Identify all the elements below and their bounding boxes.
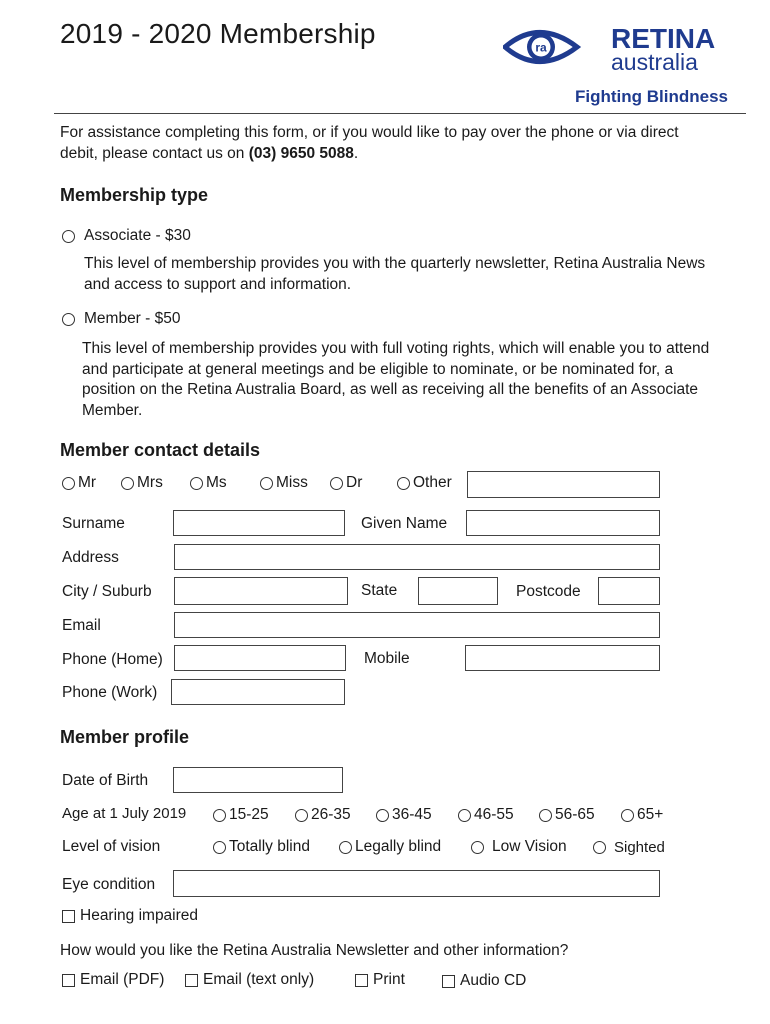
vision-legally-blind[interactable] bbox=[339, 838, 441, 856]
svg-text:ra: ra bbox=[535, 40, 547, 55]
associate-radio[interactable] bbox=[62, 230, 75, 243]
age-15-25[interactable] bbox=[213, 806, 269, 824]
age-36-45[interactable] bbox=[376, 806, 432, 824]
logo-word-retina: RETINA bbox=[611, 23, 716, 54]
age-56-65[interactable] bbox=[539, 806, 595, 824]
newsletter-audio-cd[interactable] bbox=[442, 972, 526, 990]
title-dr-label: Dr bbox=[346, 474, 363, 491]
member-option[interactable] bbox=[62, 310, 180, 328]
mobile-field[interactable] bbox=[465, 645, 660, 671]
title-other[interactable] bbox=[397, 474, 452, 492]
logo-word-australia: australia bbox=[611, 49, 698, 75]
newsletter-print-checkbox[interactable] bbox=[355, 974, 368, 987]
vision-sighted-radio[interactable] bbox=[593, 841, 606, 854]
age-46-55[interactable] bbox=[458, 806, 514, 824]
age-26-35[interactable] bbox=[295, 806, 351, 824]
member-description: This level of membership provides you with full voting rights, which will enable you to attend and participate at general meetings and be eligible to nominate, or be nominated for, a position on the Retina Australia Board, as well as receiving all the benefits of an Associate Member. bbox=[82, 340, 710, 419]
tagline: Fighting Blindness bbox=[575, 87, 728, 106]
newsletter-question: How would you like the Retina Australia Newsletter and other information? bbox=[60, 942, 569, 959]
title-ms[interactable] bbox=[190, 474, 227, 492]
state-label: State bbox=[361, 582, 398, 599]
newsletter-email-text-label: Email (text only) bbox=[203, 971, 315, 988]
mobile-label: Mobile bbox=[364, 650, 410, 667]
email-field[interactable] bbox=[174, 612, 660, 638]
phone-work-field[interactable] bbox=[171, 679, 345, 705]
associate-label: Associate - $30 bbox=[84, 227, 191, 244]
vision-legally-blind-label: Legally blind bbox=[355, 838, 442, 855]
vision-totally-blind-radio[interactable] bbox=[213, 841, 226, 854]
given-name-label: Given Name bbox=[361, 515, 448, 532]
dob-field[interactable] bbox=[173, 767, 343, 793]
phone-home-field[interactable] bbox=[174, 645, 346, 671]
age-46-55-label: 46-55 bbox=[474, 806, 514, 823]
age-label: Age at 1 July 2019 bbox=[62, 805, 187, 822]
title-ms-radio[interactable] bbox=[190, 477, 203, 490]
address-label: Address bbox=[62, 549, 119, 566]
title-miss-label: Miss bbox=[276, 474, 308, 491]
eye-condition-label: Eye condition bbox=[62, 876, 156, 893]
vision-legally-blind-radio[interactable] bbox=[339, 841, 352, 854]
age-36-45-radio[interactable] bbox=[376, 809, 389, 822]
title-mrs-label: Mrs bbox=[137, 474, 163, 491]
age-56-65-label: 56-65 bbox=[555, 806, 595, 823]
intro-text bbox=[60, 122, 710, 164]
newsletter-email-pdf-label: Email (PDF) bbox=[80, 971, 165, 988]
eye-logo-icon bbox=[503, 20, 733, 80]
member-label: Member - $50 bbox=[84, 310, 181, 327]
vision-totally-blind[interactable] bbox=[213, 838, 310, 856]
state-field[interactable] bbox=[418, 577, 498, 605]
age-26-35-radio[interactable] bbox=[295, 809, 308, 822]
title-miss-radio[interactable] bbox=[260, 477, 273, 490]
city-label: City / Suburb bbox=[62, 583, 152, 600]
member-radio[interactable] bbox=[62, 313, 75, 326]
newsletter-audio-cd-label: Audio CD bbox=[460, 972, 527, 989]
title-ms-label: Ms bbox=[206, 474, 227, 491]
city-field[interactable] bbox=[174, 577, 348, 605]
vision-low-vision-radio[interactable] bbox=[471, 841, 484, 854]
retina-australia-logo bbox=[503, 20, 733, 80]
associate-option[interactable] bbox=[62, 227, 191, 245]
age-46-55-radio[interactable] bbox=[458, 809, 471, 822]
vision-totally-blind-label: Totally blind bbox=[229, 838, 310, 855]
vision-label: Level of vision bbox=[62, 838, 161, 855]
title-mr-radio[interactable] bbox=[62, 477, 75, 490]
age-26-35-label: 26-35 bbox=[311, 806, 351, 823]
title-miss[interactable] bbox=[260, 474, 308, 492]
postcode-label: Postcode bbox=[516, 583, 581, 600]
header-divider bbox=[54, 113, 746, 114]
age-15-25-label: 15-25 bbox=[229, 806, 269, 823]
title-mr-label: Mr bbox=[78, 474, 97, 491]
phone-work-label: Phone (Work) bbox=[62, 684, 158, 701]
age-36-45-label: 36-45 bbox=[392, 806, 432, 823]
given-name-field[interactable] bbox=[466, 510, 660, 536]
title-other-label: Other bbox=[413, 474, 452, 491]
hearing-impaired-option[interactable] bbox=[62, 907, 198, 925]
page-title: 2019 - 2020 Membership bbox=[60, 18, 376, 49]
vision-sighted-label: Sighted bbox=[614, 839, 665, 856]
newsletter-email-text[interactable] bbox=[185, 971, 314, 989]
phone-home-label: Phone (Home) bbox=[62, 651, 163, 668]
newsletter-email-text-checkbox[interactable] bbox=[185, 974, 198, 987]
title-other-field[interactable] bbox=[467, 471, 660, 498]
title-mrs-radio[interactable] bbox=[121, 477, 134, 490]
contact-heading: Member contact details bbox=[60, 440, 261, 460]
surname-label: Surname bbox=[62, 515, 125, 532]
title-mrs[interactable] bbox=[121, 474, 163, 492]
intro-text-after: . bbox=[353, 145, 359, 162]
age-15-25-radio[interactable] bbox=[213, 809, 226, 822]
hearing-impaired-label: Hearing impaired bbox=[80, 907, 199, 924]
intro-text-before: For assistance completing this form, or if you would like to pay over the phone or via direct debit, please contact us on bbox=[60, 124, 679, 162]
address-field[interactable] bbox=[174, 544, 660, 570]
vision-low-vision-label: Low Vision bbox=[492, 838, 567, 855]
age-65-plus-radio[interactable] bbox=[621, 809, 634, 822]
hearing-impaired-checkbox[interactable] bbox=[62, 910, 75, 923]
age-65-plus[interactable] bbox=[621, 806, 663, 824]
associate-description: This level of membership provides you with the quarterly newsletter, Retina Australia News and access to support and information. bbox=[84, 255, 706, 293]
title-mr[interactable] bbox=[62, 474, 96, 492]
eye-condition-field[interactable] bbox=[173, 870, 660, 897]
surname-field[interactable] bbox=[173, 510, 345, 536]
newsletter-print-label: Print bbox=[373, 971, 405, 988]
age-56-65-radio[interactable] bbox=[539, 809, 552, 822]
newsletter-email-pdf-checkbox[interactable] bbox=[62, 974, 75, 987]
title-other-radio[interactable] bbox=[397, 477, 410, 490]
age-65-plus-label: 65+ bbox=[637, 806, 664, 823]
contact-phone: (03) 9650 5088 bbox=[248, 145, 354, 162]
newsletter-email-pdf[interactable] bbox=[62, 971, 164, 989]
newsletter-audio-cd-checkbox[interactable] bbox=[442, 975, 455, 988]
vision-sighted[interactable] bbox=[593, 839, 665, 856]
title-dr[interactable] bbox=[330, 474, 362, 492]
vision-low-vision[interactable] bbox=[471, 838, 567, 856]
title-dr-radio[interactable] bbox=[330, 477, 343, 490]
membership-heading: Membership type bbox=[60, 185, 209, 205]
email-label: Email bbox=[62, 617, 101, 634]
newsletter-print[interactable] bbox=[355, 971, 405, 989]
postcode-field[interactable] bbox=[598, 577, 660, 605]
dob-label: Date of Birth bbox=[62, 772, 149, 789]
profile-heading: Member profile bbox=[60, 727, 190, 747]
